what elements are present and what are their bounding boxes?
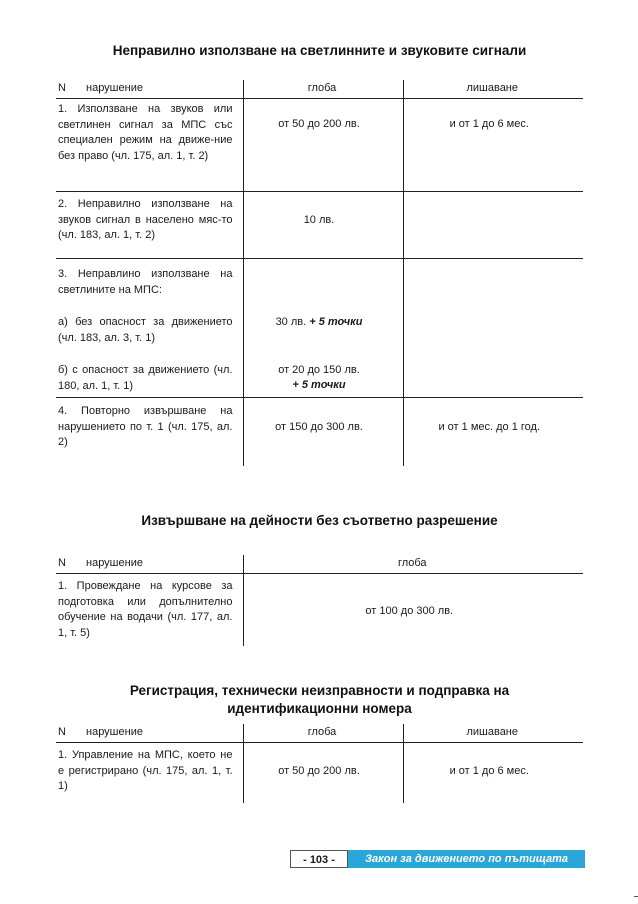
deprivation-cell — [403, 192, 583, 259]
table-row — [56, 192, 583, 259]
table-row — [56, 743, 583, 803]
section-2-title: Извършване на дейности без съответно разрешение — [141, 513, 498, 528]
violation-intro: 3. Неправлино използване на светлините на МПС: — [58, 268, 233, 296]
header-violation: N нарушение — [58, 81, 143, 94]
violation-sub-a: а) без опасност за движението (чл. 183, ал. 3, т. 1) — [58, 316, 233, 344]
deprivation-cell — [403, 259, 583, 398]
fine-cell: от 150 до 300 лв. — [243, 398, 403, 466]
page-footer — [290, 850, 585, 868]
deprivation-cell: и от 1 мес. до 1 год. — [403, 398, 583, 466]
fine-cell: от 50 до 200 лв. — [243, 99, 403, 192]
table-row — [56, 398, 583, 466]
section-3-table — [56, 724, 583, 803]
section-1-title: Неправилно използване на светлинните и звуковите сигнали — [112, 43, 527, 58]
header-violation: N нарушение — [58, 725, 143, 738]
violation-cell: 2. Неправилно използване на звуков сигнал в населено мяс-то (чл. 183, ал. 1, т. 2) — [56, 192, 243, 259]
violation-cell: 1. Използване на звуков или светлинен сигнал за МПС със специален режим на движе-ние без право (чл. 175, ал. 1, т. 2) — [56, 99, 243, 192]
page-edge-mark — [634, 896, 638, 897]
fine-cell: 10 лв. — [243, 192, 403, 259]
section-2-table — [56, 555, 583, 646]
deprivation-cell: и от 1 до 6 мес. — [403, 743, 583, 803]
section-1-table — [56, 80, 583, 466]
page-number: - 103 - — [290, 850, 348, 868]
section-3-title: Регистрация, технически неизправности и подправка на идентификационни номера — [129, 683, 510, 716]
fine-cell — [243, 259, 403, 398]
header-fine: глоба — [243, 555, 583, 574]
deprivation-cell: и от 1 до 6 мес. — [403, 99, 583, 192]
header-fine: глоба — [243, 724, 403, 743]
points-badge: + 5 точки — [292, 379, 346, 391]
table-header-row — [56, 80, 583, 99]
header-fine: глоба — [243, 80, 403, 99]
table-header-row — [56, 724, 583, 743]
header-violation: N нарушение — [58, 556, 143, 569]
violation-cell — [56, 259, 243, 398]
table-header-row — [56, 555, 583, 574]
points-badge: + 5 точки — [309, 316, 363, 328]
header-deprivation: лишаване — [403, 80, 583, 99]
fine-cell: от 100 до 300 лв. — [243, 574, 583, 646]
violation-cell: 1. Провеждане на курсове за подготовка или допълнително обучение на водачи (чл. 177, ал. 1, т. 5) — [56, 574, 243, 646]
book-title-banner: Закон за движението по пътищата — [348, 850, 585, 868]
violation-cell: 4. Повторно извършване на нарушението по т. 1 (чл. 175, ал. 2) — [56, 398, 243, 466]
violation-sub-b: б) с опасност за движението (чл. 180, ал. 1, т. 1) — [58, 364, 233, 392]
table-row — [56, 259, 583, 398]
fine-sub-a: 30 лв. + 5 точки — [275, 316, 363, 328]
fine-sub-b: от 20 до 150 лв. — [278, 363, 360, 376]
fine-cell: от 50 до 200 лв. — [243, 743, 403, 803]
table-row — [56, 574, 583, 646]
header-deprivation: лишаване — [403, 724, 583, 743]
table-row — [56, 99, 583, 192]
violation-cell: 1. Управление на МПС, което не е регистрирано (чл. 175, ал. 1, т. 1) — [56, 743, 243, 803]
